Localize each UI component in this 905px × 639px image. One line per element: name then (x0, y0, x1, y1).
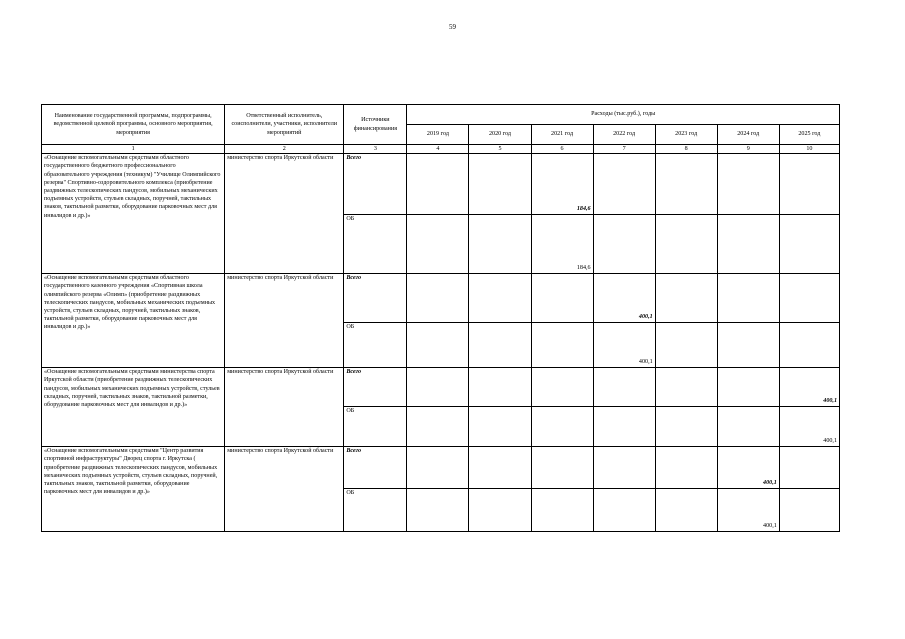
header-expenses: Расходы (тыс.руб.), годы (407, 105, 840, 125)
total-value (469, 368, 531, 407)
column-number: 5 (469, 145, 531, 154)
source-ob: ОБ (344, 489, 407, 532)
ob-value (655, 323, 717, 368)
ob-value (717, 407, 779, 447)
header-year: 2025 год (779, 125, 839, 145)
ob-value: 400,1 (717, 489, 779, 532)
total-value (717, 274, 779, 323)
header-year: 2020 год (469, 125, 531, 145)
measure-executor: министерство спорта Иркутской области (225, 274, 344, 368)
ob-value (469, 407, 531, 447)
header-executor: Ответственный исполнитель, соисполнители, участники, исполнители мероприятий (225, 105, 344, 145)
column-number: 10 (779, 145, 839, 154)
header-name: Наименование государственной программы, подпрограммы, ведомственной целевой программы, основного мероприятия, мероприятия (42, 105, 225, 145)
ob-value: 400,1 (779, 407, 839, 447)
ob-value (655, 489, 717, 532)
column-number: 1 (42, 145, 225, 154)
column-number: 2 (225, 145, 344, 154)
budget-table (41, 104, 840, 532)
ob-value (407, 489, 469, 532)
total-value (655, 154, 717, 215)
total-value (469, 154, 531, 215)
ob-value (407, 323, 469, 368)
measure-executor: министерство спорта Иркутской области (225, 154, 344, 274)
ob-value (531, 323, 593, 368)
measure-name: «Оснащение вспомогательными средствами министерства спорта Иркутской области (приобретение раздвижных телескопических пандусов, мобильных механических подъемных устройств, стульев складных, поручней, тактильных знаков, тактильной разметки, оборудование парковочных мест для инвалидов и др.)» (42, 368, 225, 447)
measure-executor: министерство спорта Иркутской области (225, 368, 344, 447)
column-number: 6 (531, 145, 593, 154)
total-value (779, 274, 839, 323)
total-value: 184,6 (531, 154, 593, 215)
ob-value (779, 323, 839, 368)
measure-name: «Оснащение вспомогательными средствами областного государственного казенного учреждения «Спортивная школа олимпийского резерва «Олимп» (приобретение раздвижных телескопических пандусов, мобильных механических подъемных устройств, стульев складных, поручней, тактильных знаков, тактильной разметки, оборудование парковочных мест для инвалидов и др.)» (42, 274, 225, 368)
ob-value (407, 215, 469, 274)
ob-value (531, 489, 593, 532)
ob-value: 400,1 (593, 323, 655, 368)
total-value (531, 368, 593, 407)
total-value (593, 368, 655, 407)
page-number: 59 (449, 23, 456, 31)
total-value (655, 274, 717, 323)
ob-value (779, 489, 839, 532)
column-number: 3 (344, 145, 407, 154)
measure-executor: министерство спорта Иркутской области (225, 447, 344, 532)
total-value (469, 447, 531, 489)
total-value: 400,1 (779, 368, 839, 407)
ob-value (779, 215, 839, 274)
ob-value (469, 323, 531, 368)
total-value (531, 447, 593, 489)
measure-name: «Оснащение вспомогательными средствами "Центр развития спортивной инфраструктуры" Дворец спорта г. Иркутска ( приобретение раздвижных телескопических пандусов, мобильных механических подъемных устройств, стульев складных, поручней, тактильных знаков, тактильной разметки, оборудование парковочных мест для инвалидов и др.)» (42, 447, 225, 532)
ob-value (469, 215, 531, 274)
source-total: Всего (344, 368, 407, 407)
column-number: 7 (593, 145, 655, 154)
column-number: 9 (717, 145, 779, 154)
header-year: 2022 год (593, 125, 655, 145)
ob-value (469, 489, 531, 532)
ob-value (593, 407, 655, 447)
total-value (655, 447, 717, 489)
total-value (717, 368, 779, 407)
ob-value (717, 215, 779, 274)
total-value (531, 274, 593, 323)
header-year: 2019 год (407, 125, 469, 145)
column-number: 4 (407, 145, 469, 154)
column-number: 8 (655, 145, 717, 154)
total-value: 400,1 (717, 447, 779, 489)
source-total: Всего (344, 447, 407, 489)
header-year: 2021 год (531, 125, 593, 145)
total-value: 400,1 (593, 274, 655, 323)
total-value (655, 368, 717, 407)
header-year: 2024 год (717, 125, 779, 145)
ob-value (531, 407, 593, 447)
total-value (779, 447, 839, 489)
ob-value (593, 215, 655, 274)
total-value (407, 368, 469, 407)
ob-value (717, 323, 779, 368)
total-value (407, 274, 469, 323)
source-total: Всего (344, 154, 407, 215)
total-value (407, 447, 469, 489)
source-ob: ОБ (344, 407, 407, 447)
header-year: 2023 год (655, 125, 717, 145)
total-value (593, 447, 655, 489)
total-value (469, 274, 531, 323)
total-value (593, 154, 655, 215)
total-value (407, 154, 469, 215)
ob-value (655, 215, 717, 274)
ob-value: 184,6 (531, 215, 593, 274)
ob-value (407, 407, 469, 447)
measure-name: «Оснащение вспомогательными средствами областного государственного бюджетного профессионального образовательного учреждения (техникум) "Училище Олимпийского резерва" Спортивно-оздоровительного комплекса (приобретение раздвижных телескопических пандусов, мобильных механических подъемных устройств, стульев складных, поручней, тактильных знаков, тактильной разметки, оборудование парковочных мест для инвалидов и др.)» (42, 154, 225, 274)
ob-value (593, 489, 655, 532)
header-sources: Источники финансирования (344, 105, 407, 145)
total-value (717, 154, 779, 215)
source-total: Всего (344, 274, 407, 323)
ob-value (655, 407, 717, 447)
source-ob: ОБ (344, 323, 407, 368)
source-ob: ОБ (344, 215, 407, 274)
total-value (779, 154, 839, 215)
